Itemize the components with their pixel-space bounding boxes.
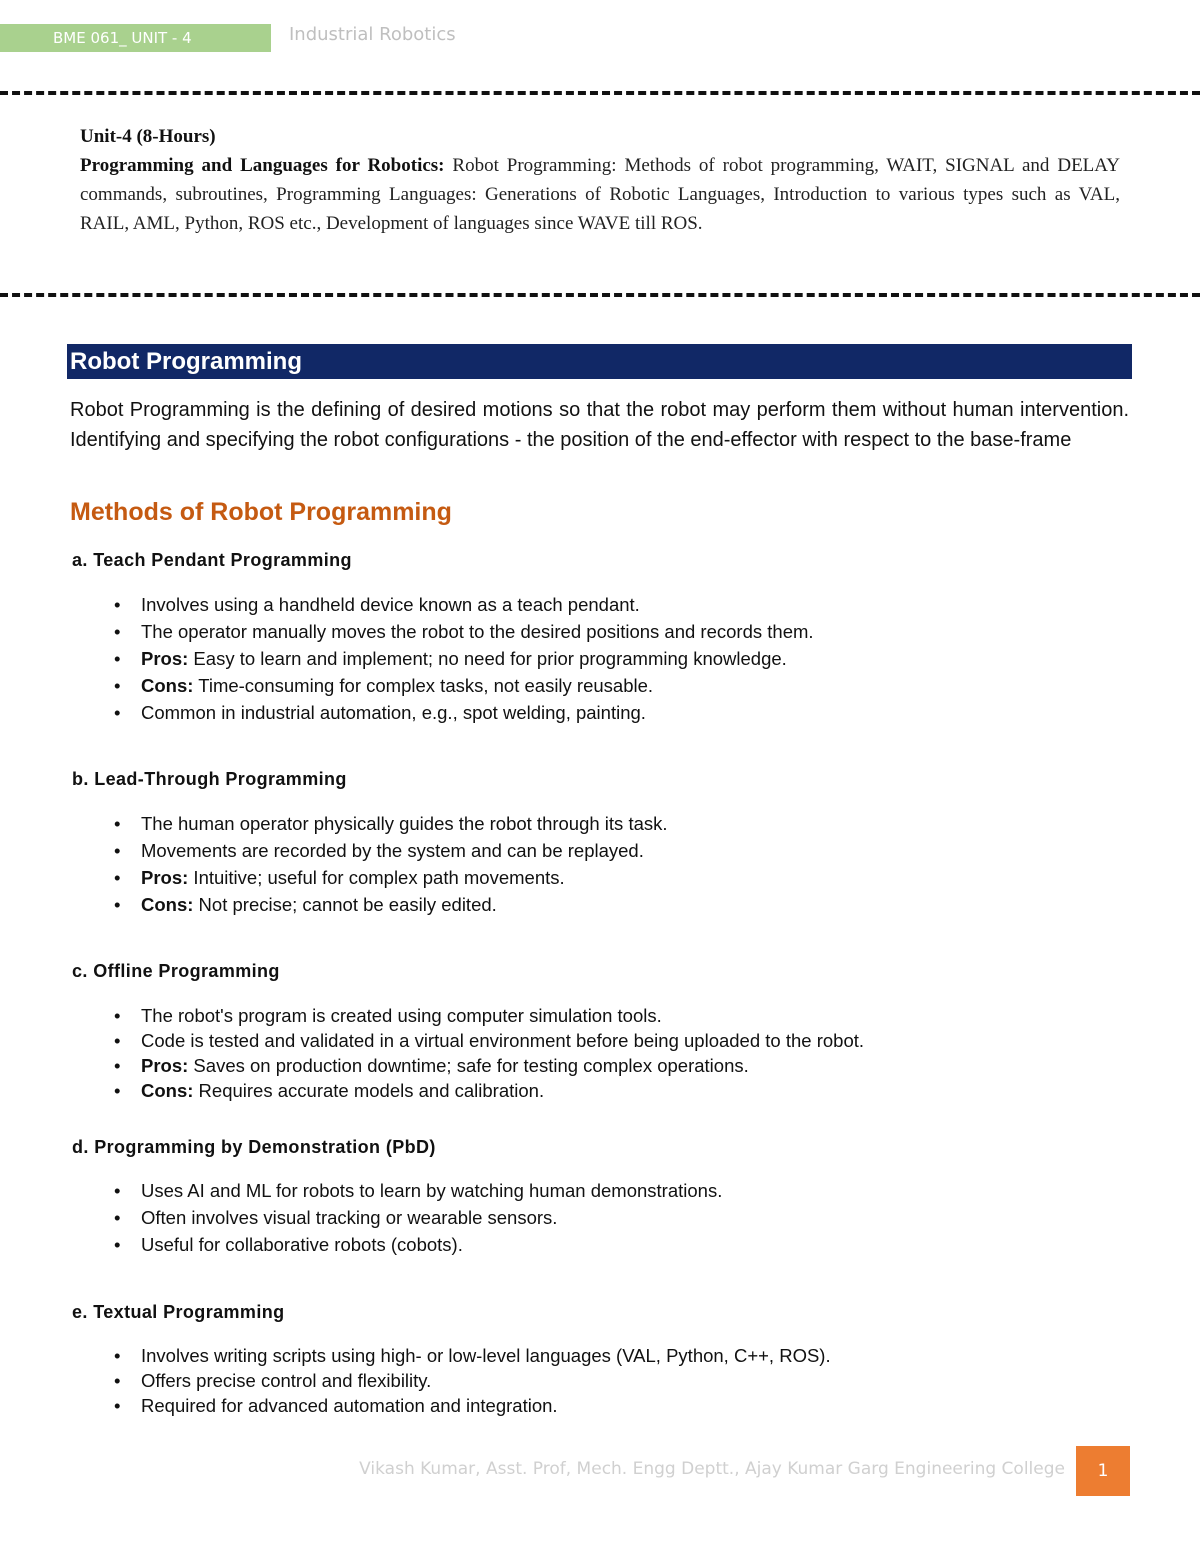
list-item: • Common in industrial automation, e.g., spot welding, painting. [0, 699, 1100, 726]
section-b-list [0, 810, 1100, 918]
list-item: • Offers precise control and flexibility. [114, 1370, 432, 1391]
unit-tab: BME 061_ UNIT - 4 [0, 24, 271, 52]
list-item: • Involves writing scripts using high- or low-level languages (VAL, Python, C++, ROS). [114, 1345, 831, 1366]
section-a-heading: a. Teach Pendant Programming [72, 550, 352, 570]
bullet-icon: • [114, 867, 121, 888]
syllabus-unit-line: Unit-4 (8-Hours) [80, 126, 216, 147]
bullet-icon: • [114, 1005, 121, 1026]
intro-paragraph: Robot Programming is the defining of desired motions so that the robot may perform them without human intervention. Identifying and specifying the robot configurations - the position of the end-effector with respect to the base-frame [70, 399, 1129, 451]
section-d-heading: d. Programming by Demonstration (PbD) [72, 1137, 436, 1157]
bullet-icon: • [114, 675, 121, 696]
bullet-icon: • [114, 648, 121, 669]
bullet-icon: • [114, 894, 121, 915]
bottom-divider [0, 293, 1200, 297]
page-number: 1 [1076, 1446, 1130, 1496]
section-e-heading: e. Textual Programming [72, 1302, 285, 1322]
list-item: • The operator manually moves the robot to the desired positions and records them. [0, 618, 1100, 645]
list-item: • Uses AI and ML for robots to learn by watching human demonstrations. [0, 1177, 1100, 1204]
list-item: • Cons: Not precise; cannot be easily edited. [0, 891, 1100, 918]
bullet-icon: • [114, 621, 121, 642]
section-b-heading: b. Lead-Through Programming [72, 769, 347, 789]
section-d-list [0, 1177, 1100, 1258]
top-divider [0, 91, 1200, 95]
list-item: • Pros: Intuitive; useful for complex path movements. [0, 864, 1100, 891]
section-c-heading: c. Offline Programming [72, 961, 280, 981]
bullet-icon: • [114, 1207, 121, 1228]
list-item: • Useful for collaborative robots (cobots). [0, 1231, 1100, 1258]
section-heading-band: Robot Programming [67, 344, 1132, 379]
list-item: • Cons: Requires accurate models and calibration. [114, 1080, 545, 1101]
methods-heading: Methods of Robot Programming [70, 498, 452, 526]
list-item: • Involves using a handheld device known as a teach pendant. [0, 591, 1100, 618]
list-item: • Required for advanced automation and integration. [114, 1395, 558, 1416]
bullet-icon: • [114, 594, 121, 615]
bullet-icon: • [114, 813, 121, 834]
bullet-icon: • [114, 1395, 121, 1416]
list-item: • Cons: Time-consuming for complex tasks, not easily reusable. [0, 672, 1100, 699]
syllabus-description [80, 151, 1120, 238]
list-item: • Pros: Easy to learn and implement; no need for prior programming knowledge. [0, 645, 1100, 672]
syllabus-topics: Robot Programming: Methods of robot programming, WAIT, SIGNAL and DELAY commands, subroutines, Programming Languages: Generations of Robotic Languages, Introduction to various types such as VAL, RAIL, AML, Python, ROS etc., Development of languages since WAVE till ROS. [80, 155, 1120, 234]
bullet-icon: • [114, 1055, 121, 1076]
bullet-icon: • [114, 702, 121, 723]
section-e-list [0, 1343, 1100, 1418]
list-item: • The human operator physically guides the robot through its task. [0, 810, 1100, 837]
bullet-icon: • [114, 1080, 121, 1101]
document-title: Industrial Robotics [289, 24, 456, 45]
list-item: • Often involves visual tracking or wearable sensors. [0, 1204, 1100, 1231]
bullet-icon: • [114, 1345, 121, 1366]
syllabus-block [80, 122, 1120, 238]
list-item: • Movements are recorded by the system and can be replayed. [0, 837, 1100, 864]
section-c-list [0, 1003, 1100, 1103]
bullet-icon: • [114, 1234, 121, 1255]
list-item: • Code is tested and validated in a virtual environment before being uploaded to the robot. [114, 1030, 865, 1051]
syllabus-lead: Programming and Languages for Robotics: [80, 155, 445, 176]
bullet-icon: • [114, 1370, 121, 1391]
bullet-icon: • [114, 1180, 121, 1201]
footer-credit: Vikash Kumar, Asst. Prof, Mech. Engg Deptt., Ajay Kumar Garg Engineering College [359, 1459, 1065, 1479]
bullet-icon: • [114, 840, 121, 861]
list-item: • Pros: Saves on production downtime; safe for testing complex operations. [114, 1055, 749, 1076]
section-a-list [0, 591, 1100, 726]
list-item: • The robot's program is created using computer simulation tools. [114, 1005, 662, 1026]
bullet-icon: • [114, 1030, 121, 1051]
